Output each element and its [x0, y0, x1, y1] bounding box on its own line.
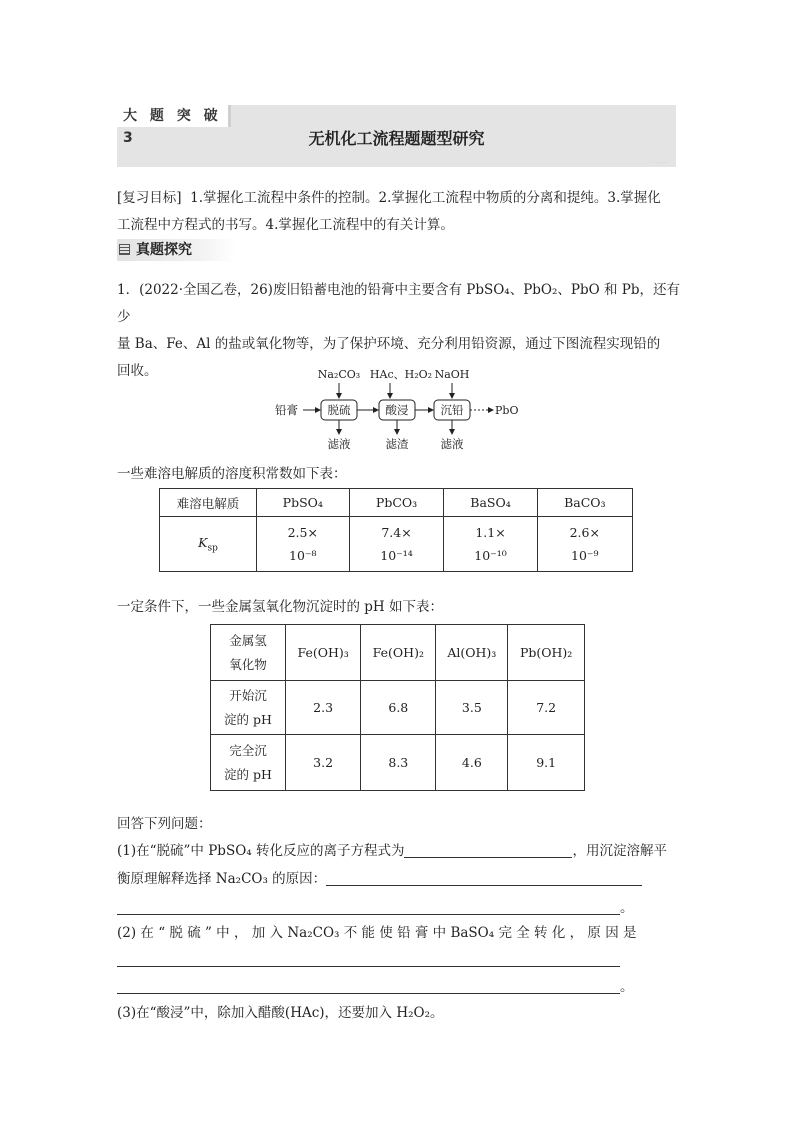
section-header [117, 239, 235, 261]
table-row [160, 517, 633, 572]
question-2-line-1: (2) 在 “ 脱 硫 ” 中 ， 加 入 Na₂CO₃ 不 能 使 铅 膏 中 BaSO₄ 完 全 转 化 ， 原 因 是 [117, 925, 637, 941]
table-header-cell: Al(OH)₃ [436, 625, 508, 681]
table-cell: 7.4× 10⁻¹⁴ [349, 517, 444, 572]
goals-line-2: 工流程中方程式的书写。4.掌握化工流程中的有关计算。 [117, 217, 454, 233]
process-flow-diagram [265, 362, 535, 454]
reagent-1: Na₂CO₃ [317, 368, 361, 381]
ksp-row-label: $K_{sp}$ [160, 517, 257, 572]
chapter-tag: 大 题 突 破 3 [117, 105, 231, 127]
table-row [211, 625, 585, 681]
ksp-intro: 一些难溶电解质的溶度积常数如下表： [117, 466, 347, 482]
question-1-line-3: 。 [117, 895, 682, 922]
table-row [211, 681, 585, 735]
table-cell: 2.3 [286, 681, 361, 735]
table-header-cell: Fe(OH)₂ [361, 625, 436, 681]
output-1: 滤液 [327, 437, 351, 451]
table-cell: 4.6 [436, 735, 508, 791]
table-cell: 2.5× 10⁻⁸ [257, 517, 350, 572]
flow-input: 铅膏 [275, 403, 298, 417]
question-line-3: 回收。 [117, 363, 158, 379]
table-cell: 1.1× 10⁻¹⁰ [444, 517, 537, 572]
table-header-cell: PbSO₄ [257, 489, 350, 517]
page-title: 无机化工流程题题型研究 [308, 129, 485, 148]
ph-table [210, 624, 585, 791]
section-title: 真题探究 [136, 242, 192, 258]
table-row [160, 489, 633, 517]
answer-blank[interactable] [117, 951, 620, 967]
list-icon [119, 244, 130, 255]
table-cell: 7.2 [508, 681, 585, 735]
table-header-cell: BaCO₃ [537, 489, 632, 517]
review-goals [117, 185, 682, 239]
question-2-line-3: 。 [117, 974, 682, 1001]
banner-decoration: ····· [653, 160, 668, 167]
step-3-label: 沉铅 [440, 403, 464, 417]
table-cell: 3.2 [286, 735, 361, 791]
table-header-cell: Fe(OH)₃ [286, 625, 361, 681]
table-cell: 8.3 [361, 735, 436, 791]
table-header-cell: BaSO₄ [444, 489, 537, 517]
table-row-label: 完全沉 淀的 pH [211, 735, 286, 791]
step-1-label: 脱硫 [327, 403, 351, 417]
table-row [211, 735, 585, 791]
answer-blank[interactable] [117, 978, 620, 994]
question-line-1: 1．(2022·全国乙卷，26)废旧铅蓄电池的铅膏中主要含有 PbSO₄、PbO₂、PbO 和 Pb，还有少 [117, 282, 680, 325]
table-cell: 2.6× 10⁻⁹ [537, 517, 632, 572]
flow-product: PbO [495, 404, 519, 417]
output-2: 滤渣 [385, 437, 409, 451]
goals-label: [复习目标] [117, 190, 182, 206]
question-2-line-2 [117, 947, 682, 974]
question-line-2: 量 Ba、Fe、Al 的盐或氧化物等，为了保护环境、充分利用铅资源，通过下图流程实现铅的 [117, 336, 661, 352]
table-header-cell: PbCO₃ [349, 489, 444, 517]
ph-intro: 一定条件下，一些金属氢氧化物沉淀时的 pH 如下表： [117, 599, 443, 615]
answer-blank[interactable] [404, 842, 572, 858]
ksp-table [159, 488, 633, 572]
output-3: 滤液 [440, 437, 464, 451]
table-cell: 3.5 [436, 681, 508, 735]
table-row-label: 开始沉 淀的 pH [211, 681, 286, 735]
table-header-cell: Pb(OH)₂ [508, 625, 585, 681]
table-cell: 9.1 [508, 735, 585, 791]
goals-line-1: 1.掌握化工流程中条件的控制。2.掌握化工流程中物质的分离和提纯。3.掌握化 [190, 190, 661, 206]
table-header-cell: 难溶电解质 [160, 489, 257, 517]
question-1-line-2: 衡原理解释选择 Na₂CO₃ 的原因： [117, 866, 682, 893]
answers-intro: 回答下列问题： [117, 816, 212, 832]
question-3-line-1: (3)在“酸浸”中，除加入醋酸(HAc)，还要加入 H₂O₂。 [117, 1005, 444, 1021]
reagent-2: HAc、H₂O₂ [369, 368, 433, 381]
answer-blank[interactable] [326, 870, 642, 886]
step-2-label: 酸浸 [385, 403, 409, 417]
table-header-cell: 金属氢 氧化物 [211, 625, 286, 681]
reagent-3: NaOH [434, 368, 470, 381]
table-cell: 6.8 [361, 681, 436, 735]
question-1-line-1: (1)在“脱硫”中 PbSO₄ 转化反应的离子方程式为 ，用沉淀溶解平 [117, 843, 667, 859]
answer-blank[interactable] [117, 899, 620, 915]
